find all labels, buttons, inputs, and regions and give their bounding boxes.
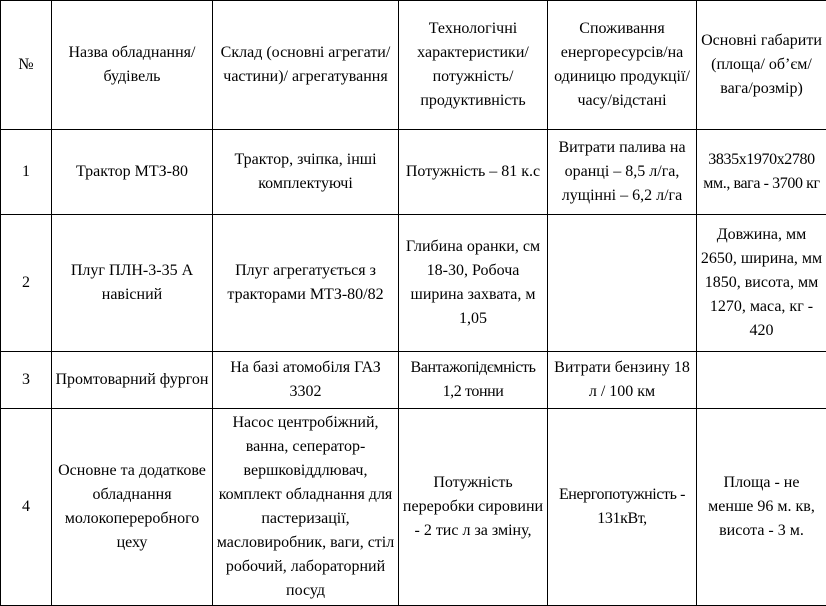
cell-name: Трактор МТЗ-80 — [52, 130, 213, 215]
header-composition: Склад (основні агрегати/ частини)/ агрегатування — [213, 1, 399, 130]
table-row — [1, 352, 826, 409]
cell-dimensions: 3835х1970х2780 мм., вага - 3700 кг — [697, 130, 826, 215]
table-row — [1, 409, 826, 606]
cell-characteristics: Вантажопідємність 1,2 тонни — [399, 352, 548, 409]
cell-dimensions: Довжина, мм 2650, ширина, мм 1850, висота, мм 1270, маса, кг - 420 — [697, 215, 826, 352]
cell-number: 4 — [1, 409, 52, 606]
table-row — [1, 215, 826, 352]
cell-characteristics: Потужність переробки сировини - 2 тис л за зміну, — [399, 409, 548, 606]
cell-characteristics: Потужність – 81 к.с — [399, 130, 548, 215]
cell-consumption — [548, 215, 697, 352]
cell-name: Плуг ПЛН-3-35 А навісний — [52, 215, 213, 352]
cell-characteristics: Глибина оранки, см 18-30, Робоча ширина захвата, м 1,05 — [399, 215, 548, 352]
table-row — [1, 130, 826, 215]
cell-consumption: Витрати палива на оранці – 8,5 л/га, лущінні – 6,2 л/га — [548, 130, 697, 215]
cell-composition: Трактор, зчіпка, інші комплектуючі — [213, 130, 399, 215]
cell-dimensions — [697, 352, 826, 409]
cell-number: 3 — [1, 352, 52, 409]
cell-dimensions: Площа - не менше 96 м. кв, висота - 3 м. — [697, 409, 826, 606]
cell-composition: Насос центробіжний, ванна, сеператор-вершковіддлювач, комплект обладнання для пастеризації, масловиробник, ваги, стіл робочий, лабораторний посуд — [213, 409, 399, 606]
cell-number: 2 — [1, 215, 52, 352]
header-characteristics: Технологічні характеристики/ потужність/ продуктивність — [399, 1, 548, 130]
header-row — [1, 1, 826, 130]
cell-name: Основне та додаткове обладнання молокопереробного цеху — [52, 409, 213, 606]
cell-consumption: Витрати бензину 18 л / 100 км — [548, 352, 697, 409]
cell-name: Промтоварний фургон — [52, 352, 213, 409]
cell-composition: Плуг агрегатується з тракторами МТЗ-80/82 — [213, 215, 399, 352]
header-name: Назва обладнання/ будівель — [52, 1, 213, 130]
header-number: № — [1, 1, 52, 130]
cell-consumption: Енергопотужність - 131кВт, — [548, 409, 697, 606]
header-dimensions: Основні габарити (площа/ об’єм/ вага/розмір) — [697, 1, 826, 130]
cell-number: 1 — [1, 130, 52, 215]
cell-composition: На базі атомобіля ГАЗ 3302 — [213, 352, 399, 409]
header-consumption: Споживання енергоресурсів/на одиницю продукції/ часу/відстані — [548, 1, 697, 130]
